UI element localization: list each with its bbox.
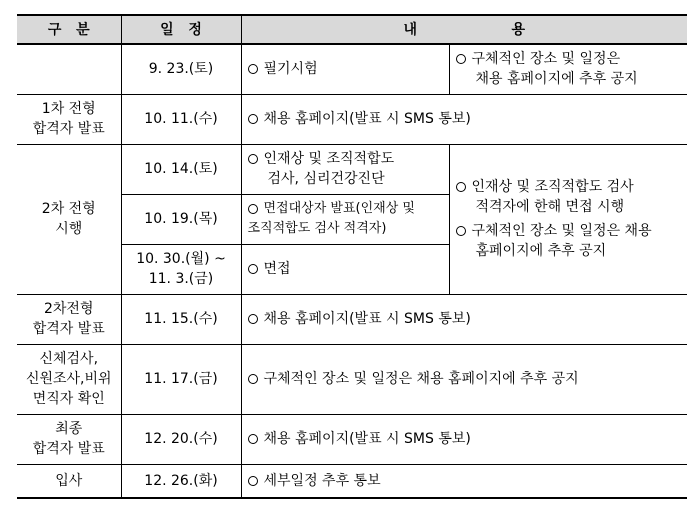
category-text: 합격자 발표 (32, 441, 105, 457)
category-text: 면직자 확인 (32, 391, 105, 407)
content-cell (241, 464, 687, 498)
circle-bullet-icon (456, 226, 466, 236)
note-text: 구체적인 장소 및 일정은 채용 (471, 223, 652, 239)
content-text: 필기시험 (263, 61, 318, 78)
schedule-table (17, 14, 687, 499)
date-cell: 11. 15.(수) (121, 294, 241, 344)
note-text: 적격자에 한해 면접 시행 (475, 199, 625, 215)
category-cell: 입사 (17, 464, 121, 498)
content-text: 채용 홈페이지(발표 시 SMS 통보) (263, 311, 471, 327)
header-content: 내 용 (241, 15, 687, 44)
table-row (17, 144, 687, 194)
content-text: 구체적인 장소 및 일정은 채용 홈페이지에 추후 공지 (263, 371, 579, 387)
circle-bullet-icon (248, 374, 258, 384)
content-text: 채용 홈페이지(발표 시 SMS 통보) (263, 111, 471, 127)
note-cell (449, 44, 687, 94)
circle-bullet-icon (248, 154, 258, 164)
content-cell (241, 294, 687, 344)
date-cell: 10. 19.(목) (121, 194, 241, 244)
note-cell (449, 144, 687, 294)
category-cell-empty (17, 44, 121, 94)
note-text: 홈페이지에 추후 공지 (475, 243, 607, 259)
note-text: 인재상 및 조직적합도 검사 (471, 179, 634, 195)
content-cell (241, 194, 449, 244)
table-row (17, 44, 687, 94)
circle-bullet-icon (248, 434, 258, 444)
header-schedule: 일 정 (121, 15, 241, 44)
circle-bullet-icon (248, 64, 258, 74)
category-cell (17, 94, 121, 144)
category-text: 최종 (55, 421, 83, 437)
date-cell: 10. 14.(토) (121, 144, 241, 194)
date-text: 11. 3.(금) (148, 271, 214, 287)
date-cell: 10. 11.(수) (121, 94, 241, 144)
circle-bullet-icon (456, 182, 466, 192)
date-cell: 12. 20.(수) (121, 414, 241, 464)
content-text: 세부일정 추후 통보 (263, 472, 381, 489)
note-text: 구체적인 장소 및 일정은 (471, 51, 621, 68)
circle-bullet-icon (248, 264, 258, 274)
category-text: 신체검사, (39, 351, 99, 367)
category-text: 1차 전형 (41, 101, 96, 117)
circle-bullet-icon (456, 54, 466, 64)
content-cell (241, 94, 687, 144)
content-cell (241, 44, 449, 94)
category-text: 시행 (55, 221, 83, 237)
date-cell: 12. 26.(화) (121, 464, 241, 498)
date-cell (121, 244, 241, 294)
category-cell (17, 294, 121, 344)
content-cell (241, 144, 449, 194)
category-text: 2차 전형 (41, 201, 96, 217)
content-cell (241, 244, 449, 294)
header-category: 구 분 (17, 15, 121, 44)
note-text: 채용 홈페이지에 추후 공지 (475, 71, 638, 88)
category-cell (17, 144, 121, 294)
date-cell: 11. 17.(금) (121, 344, 241, 414)
content-text: 채용 홈페이지(발표 시 SMS 통보) (263, 431, 471, 447)
content-text: 인재상 및 조직적합도 (263, 151, 395, 167)
table-row (17, 294, 687, 344)
table-row (17, 344, 687, 414)
table-row (17, 464, 687, 498)
category-text: 합격자 발표 (32, 121, 105, 137)
circle-bullet-icon (248, 314, 258, 324)
table-row (17, 414, 687, 464)
date-text: 10. 30.(월) ~ (136, 251, 226, 267)
content-text: 조직적합도 검사 적격자) (247, 221, 387, 236)
circle-bullet-icon (248, 476, 258, 486)
content-text: 면접 (263, 261, 291, 277)
circle-bullet-icon (248, 204, 258, 214)
category-text: 신원조사,비위 (25, 371, 112, 387)
content-cell (241, 344, 687, 414)
category-cell (17, 414, 121, 464)
category-text: 2차전형 (44, 301, 94, 317)
category-cell (17, 344, 121, 414)
header-row (17, 15, 687, 44)
category-text: 합격자 발표 (32, 321, 105, 337)
content-text: 면접대상자 발표(인재상 및 (263, 201, 415, 216)
date-cell: 9. 23.(토) (121, 44, 241, 94)
content-cell (241, 414, 687, 464)
content-text: 검사, 심리건강진단 (267, 171, 385, 187)
table-row (17, 94, 687, 144)
circle-bullet-icon (248, 114, 258, 124)
